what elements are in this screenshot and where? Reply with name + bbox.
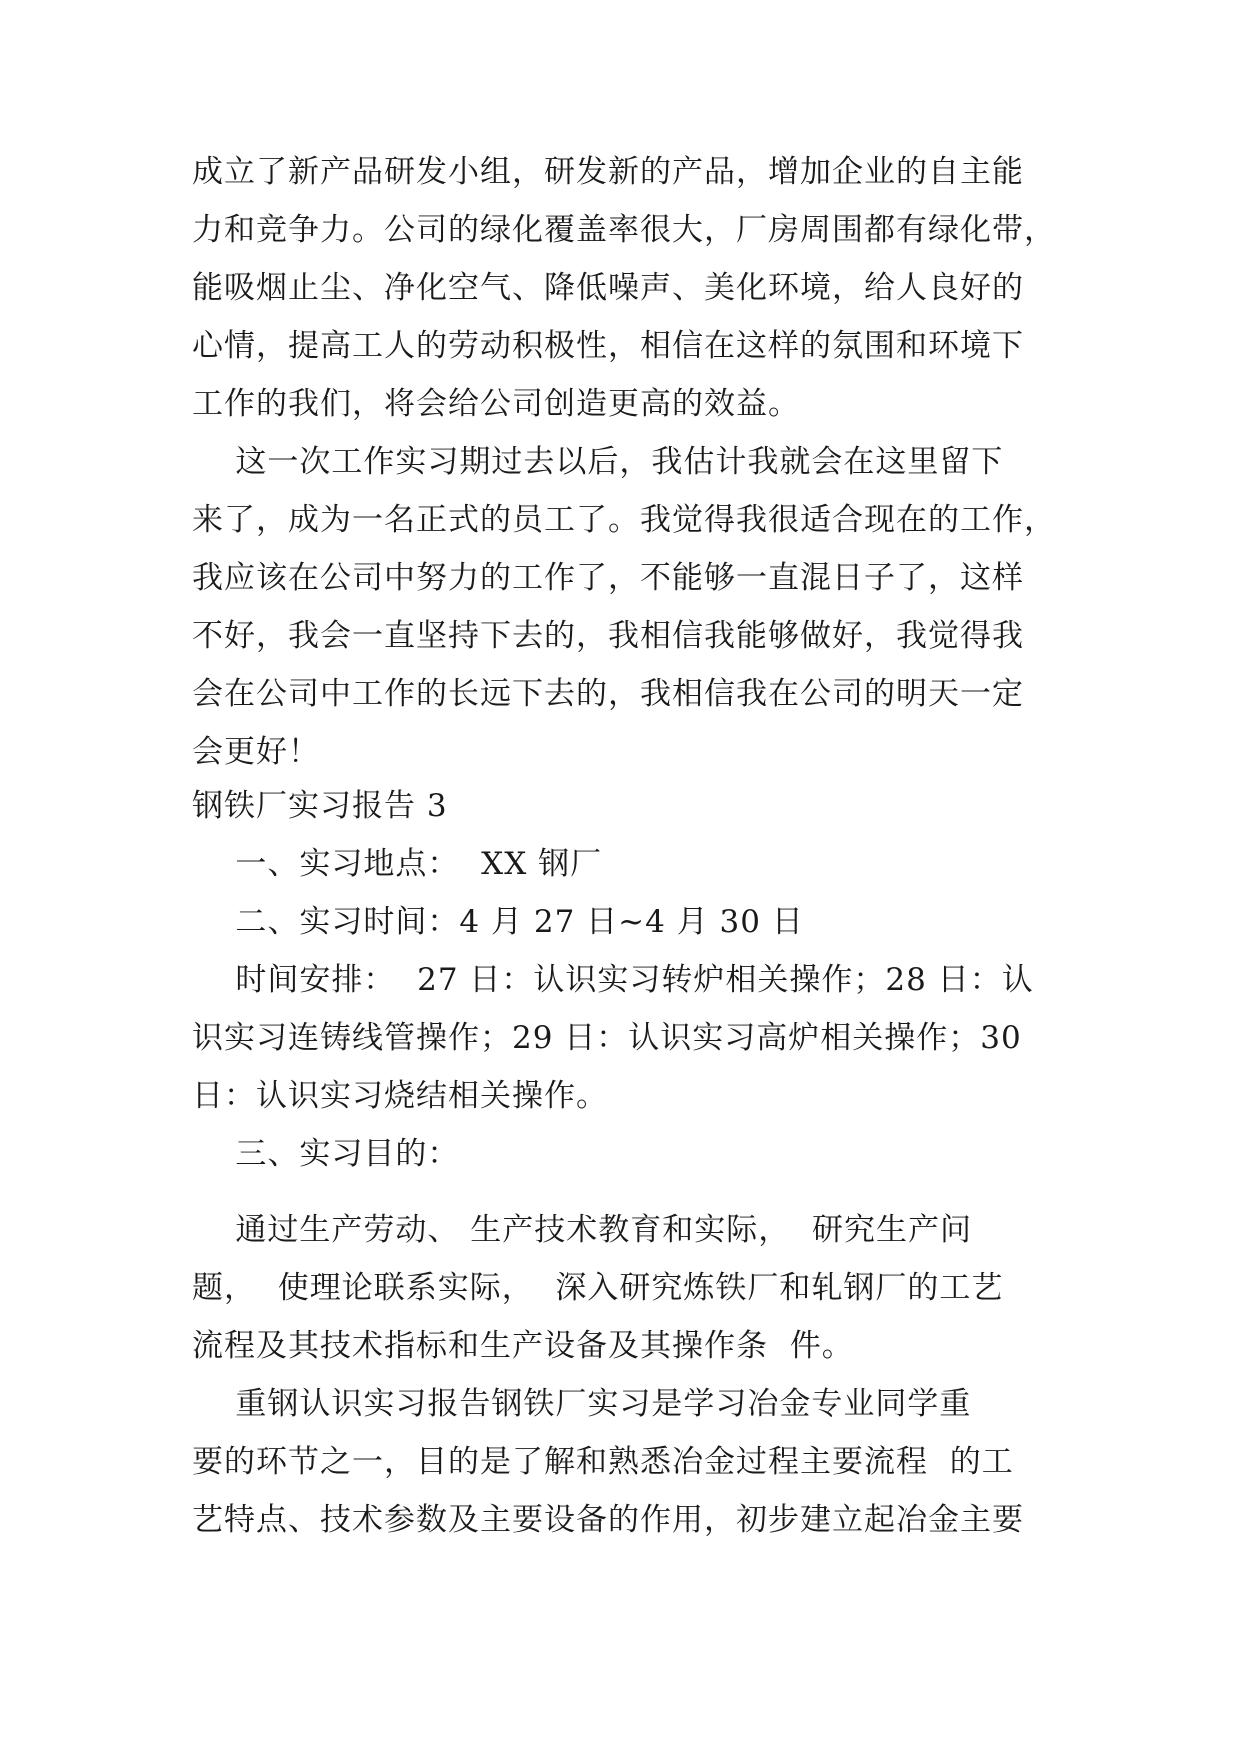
text-line: 时间安排： 27 日：认识实习转炉相关操作；28 日：认 bbox=[192, 962, 1034, 998]
text-line: 日：认识实习烧结相关操作。 bbox=[192, 1078, 608, 1114]
text-line: 题， 使理论联系实际， 深入研究炼铁厂和轧钢厂的工艺 bbox=[192, 1270, 1004, 1306]
text-line: 三、实习目的： bbox=[192, 1136, 460, 1172]
text-line: 二、实习时间：4 月 27 日~4 月 30 日 bbox=[192, 904, 804, 940]
text-line: 识实习连铸线管操作；29 日：认识实习高炉相关操作；30 bbox=[192, 1020, 1022, 1056]
text-line: 流程及其技术指标和生产设备及其操作条 件。 bbox=[192, 1328, 854, 1364]
text-line: 一、实习地点： XX 钢厂 bbox=[192, 846, 603, 882]
text-line: 艺特点、技术参数及主要设备的作用，初步建立起冶金主要 bbox=[192, 1502, 1024, 1538]
text-line: 成立了新产品研发小组，研发新的产品，增加企业的自主能 bbox=[192, 154, 1024, 190]
text-line: 通过生产劳动、 生产技术教育和实际， 研究生产问 bbox=[192, 1212, 972, 1248]
text-line: 会在公司中工作的长远下去的，我相信我在公司的明天一定 bbox=[192, 676, 1024, 712]
text-line: 重钢认识实习报告钢铁厂实习是学习冶金专业同学重 bbox=[192, 1386, 972, 1422]
text-line: 不好，我会一直坚持下去的，我相信我能够做好，我觉得我 bbox=[192, 618, 1024, 654]
text-line: 来了，成为一名正式的员工了。我觉得我很适合现在的工作， bbox=[192, 502, 1056, 538]
text-line: 我应该在公司中努力的工作了，不能够一直混日子了，这样 bbox=[192, 560, 1024, 596]
text-line: 要的环节之一，目的是了解和熟悉冶金过程主要流程 的工 bbox=[192, 1444, 1014, 1480]
section-heading: 钢铁厂实习报告 3 bbox=[192, 788, 448, 824]
text-line: 工作的我们，将会给公司创造更高的效益。 bbox=[192, 386, 800, 422]
text-line: 这一次工作实习期过去以后，我估计我就会在这里留下 bbox=[192, 444, 1004, 480]
text-line: 会更好！ bbox=[192, 734, 320, 770]
text-line: 心情，提高工人的劳动积极性，相信在这样的氛围和环境下 bbox=[192, 328, 1024, 364]
text-line: 能吸烟止尘、净化空气、降低噪声、美化环境，给人良好的 bbox=[192, 270, 1024, 306]
text-line: 力和竞争力。公司的绿化覆盖率很大，厂房周围都有绿化带， bbox=[192, 212, 1056, 248]
